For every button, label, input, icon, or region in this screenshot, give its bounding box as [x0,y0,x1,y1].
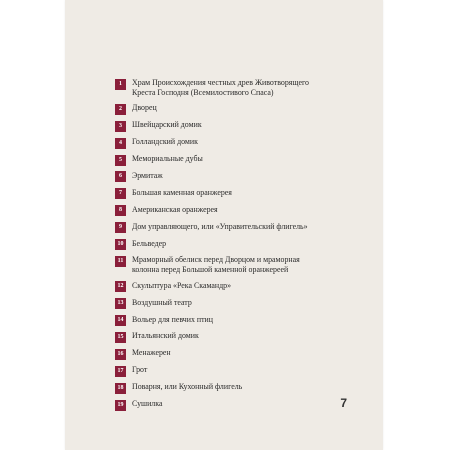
legend-label-line: Сушилка [132,399,163,409]
legend-label [132,154,203,164]
legend-number-badge: 18 [115,383,126,394]
legend-label [132,120,202,130]
legend-label [132,315,213,325]
legend-label-line: Креста Господня (Всемилостивого Спаса) [132,88,274,97]
legend-label [132,399,162,409]
legend-label-line: Поварня, или Кухонный флигель [132,382,243,392]
legend-number-badge: 5 [115,155,126,166]
legend-item [115,365,345,377]
legend-label [132,382,242,392]
legend-number-badge: 17 [115,366,126,377]
legend-number-badge: 9 [115,222,126,233]
legend-label-line: Итальянский домик [132,331,199,341]
legend-number-badge: 19 [115,400,126,411]
legend-label-line: Мемориальные дубы [132,154,203,164]
legend-label [132,222,308,232]
legend-item [115,222,345,234]
legend-label [132,281,231,291]
legend-item [115,188,345,200]
legend-label-line: Большая каменная оранжерея [132,187,232,197]
legend-number-badge: 1 [115,79,126,90]
legend-label-line: Американская оранжерея [132,204,218,214]
legend-item [115,78,345,98]
legend-label [132,171,163,181]
legend-label-line: Дворец [132,103,157,113]
legend-number-badge: 3 [115,121,126,132]
legend-label [132,239,166,249]
legend-item [115,137,345,149]
legend-label-line: колонна перед Большой каменной оранжереей [132,265,289,275]
legend-item [115,171,345,183]
legend-label-line: Мраморный обелиск перед Дворцом и мраморная [132,255,300,265]
legend-label-line: Голландский домик [132,137,198,147]
legend-item [115,315,345,327]
legend-label [132,205,218,215]
legend-number-badge: 10 [115,239,126,250]
legend-label [132,255,300,275]
legend-item [115,382,345,394]
legend-item [115,331,345,343]
legend-number-badge: 6 [115,171,126,182]
legend-item [115,154,345,166]
legend-label-line: Скульптура «Река Скамандр» [132,280,232,290]
legend-item [115,205,345,217]
legend-number-badge: 2 [115,104,126,115]
legend-number-badge: 7 [115,188,126,199]
legend-item [115,281,345,293]
book-page [65,0,383,450]
legend-label-line: Бельведер [132,238,167,248]
legend-list [115,78,345,416]
legend-item [115,298,345,310]
legend-number-badge: 12 [115,281,126,292]
legend-label-line: Храм Происхождения честных древ Животворящего [132,78,309,87]
legend-label [132,137,198,147]
legend-label-line: Эрмитаж [132,170,163,180]
legend-number-badge: 8 [115,205,126,216]
legend-label-line: Менажерен [132,348,171,358]
legend-label [132,365,147,375]
legend-label [132,348,171,358]
legend-label [132,188,232,198]
legend-number-badge: 16 [115,349,126,360]
page-number: 7 [340,396,347,410]
legend-label [132,298,192,308]
legend-label-line: Швейцарский домик [132,120,202,130]
legend-item [115,239,345,251]
legend-number-badge: 4 [115,138,126,149]
legend-item [115,399,345,411]
legend-item [115,348,345,360]
legend-label [132,78,309,98]
legend-number-badge: 14 [115,315,126,326]
legend-label-line: Воздушный театр [132,297,192,307]
legend-number-badge: 11 [115,256,126,267]
legend-number-badge: 13 [115,298,126,309]
legend-item [115,120,345,132]
legend-item [115,255,345,275]
legend-item [115,103,345,115]
legend-label [132,331,199,341]
legend-label-line: Дом управляющего, или «Управительский флигель» [132,221,308,231]
legend-label-line: Грот [132,365,148,375]
legend-label-line: Вольер для певчих птиц [132,314,213,324]
legend-number-badge: 15 [115,332,126,343]
legend-label [132,103,157,113]
